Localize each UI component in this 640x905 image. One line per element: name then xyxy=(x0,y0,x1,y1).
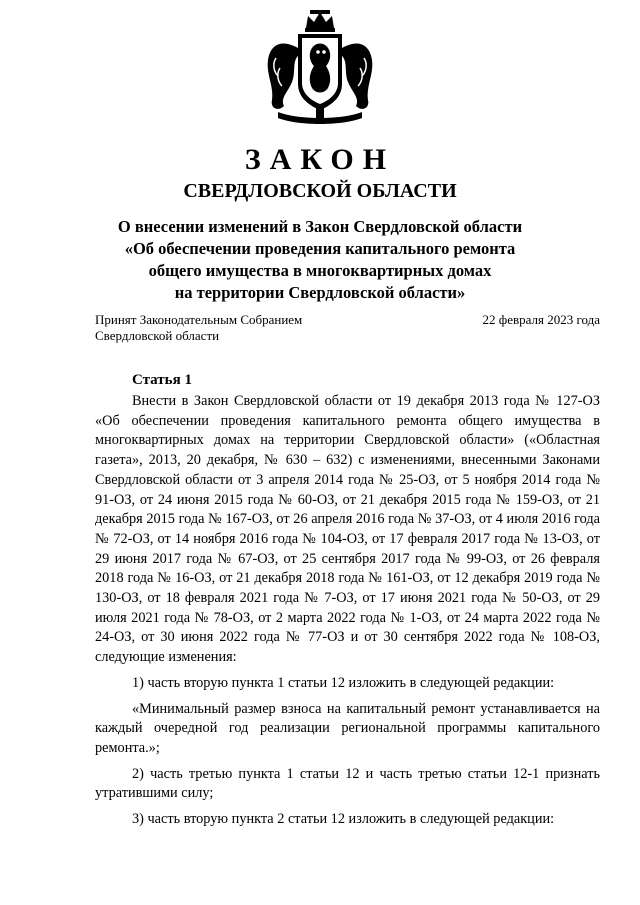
article-body xyxy=(95,392,600,830)
subtitle-line: «Об обеспечении проведения капитального ремонта xyxy=(124,239,516,258)
adopted-by-line: Свердловской области xyxy=(95,328,220,343)
article-paragraph: Внести в Закон Свердловской области от 19 декабря 2013 года № 127-ОЗ «Об обеспечении проведения капитального ремонта общего имущества в многоквартирных домах на территории Свердловской области» («Областная газета», 2013, 20 декабря, № 630 – 632) с изменениями, внесенными Законами Свердловской области от 3 апреля 2014 года № 25-ОЗ, от 5 ноября 2014 года № 91-ОЗ, от 24 июня 2015 года № 60-ОЗ, от 21 декабря 2015 года № 159-ОЗ, от 21 декабря 2015 года № 167-ОЗ, от 26 апреля 2016 года № 37-ОЗ, от 4 июля 2016 года № 72-ОЗ, от 14 ноября 2016 года № 104-ОЗ, от 17 февраля 2017 года № 13-ОЗ, от 29 июня 2017 года № 67-ОЗ, от 25 сентября 2017 года № 99-ОЗ, от 26 февраля 2018 года № 16-ОЗ, от 21 декабря 2018 года № 161-ОЗ, от 12 декабря 2019 года № 130-ОЗ, от 18 февраля 2021 года № 7-ОЗ, от 17 июня 2021 года № 50-ОЗ, от 29 июля 2021 года № 78-ОЗ, от 2 марта 2022 года № 1-ОЗ, от 24 марта 2022 года № 24-ОЗ, от 30 июня 2022 года № 77-ОЗ и от 30 сентября 2022 года № 108-ОЗ, следующие изменения: xyxy=(95,393,600,666)
coat-of-arms-icon xyxy=(258,8,382,128)
law-subtitle xyxy=(90,216,550,304)
subtitle-line: на территории Свердловской области» xyxy=(174,283,466,302)
article-paragraph: «Минимальный размер взноса на капитальный ремонт устанавливается на каждый очередной год реализации региональной программы капитального ремонта.»; xyxy=(95,700,600,756)
article-heading: Статья 1 xyxy=(132,372,192,388)
adopted-by xyxy=(95,312,355,344)
article-paragraph: 3) часть вторую пункта 2 статьи 12 изложить в следующей редакции: xyxy=(132,811,555,828)
adoption-date: 22 февраля 2023 года xyxy=(482,312,600,327)
subtitle-line: О внесении изменений в Закон Свердловской области xyxy=(117,217,523,236)
article-paragraph: 1) часть вторую пункта 1 статьи 12 изложить в следующей редакции: xyxy=(132,674,555,691)
article-paragraph: 2) часть третью пункта 1 статьи 12 и часть третью статьи 12-1 признать утратившими силу; xyxy=(95,765,600,802)
subtitle-line: общего имущества в многоквартирных домах xyxy=(148,261,492,280)
adopted-by-line: Принят Законодательным Собранием xyxy=(95,312,303,327)
document-title: ЗАКОН xyxy=(244,143,396,176)
region-title: СВЕРДЛОВСКОЙ ОБЛАСТИ xyxy=(183,180,457,202)
